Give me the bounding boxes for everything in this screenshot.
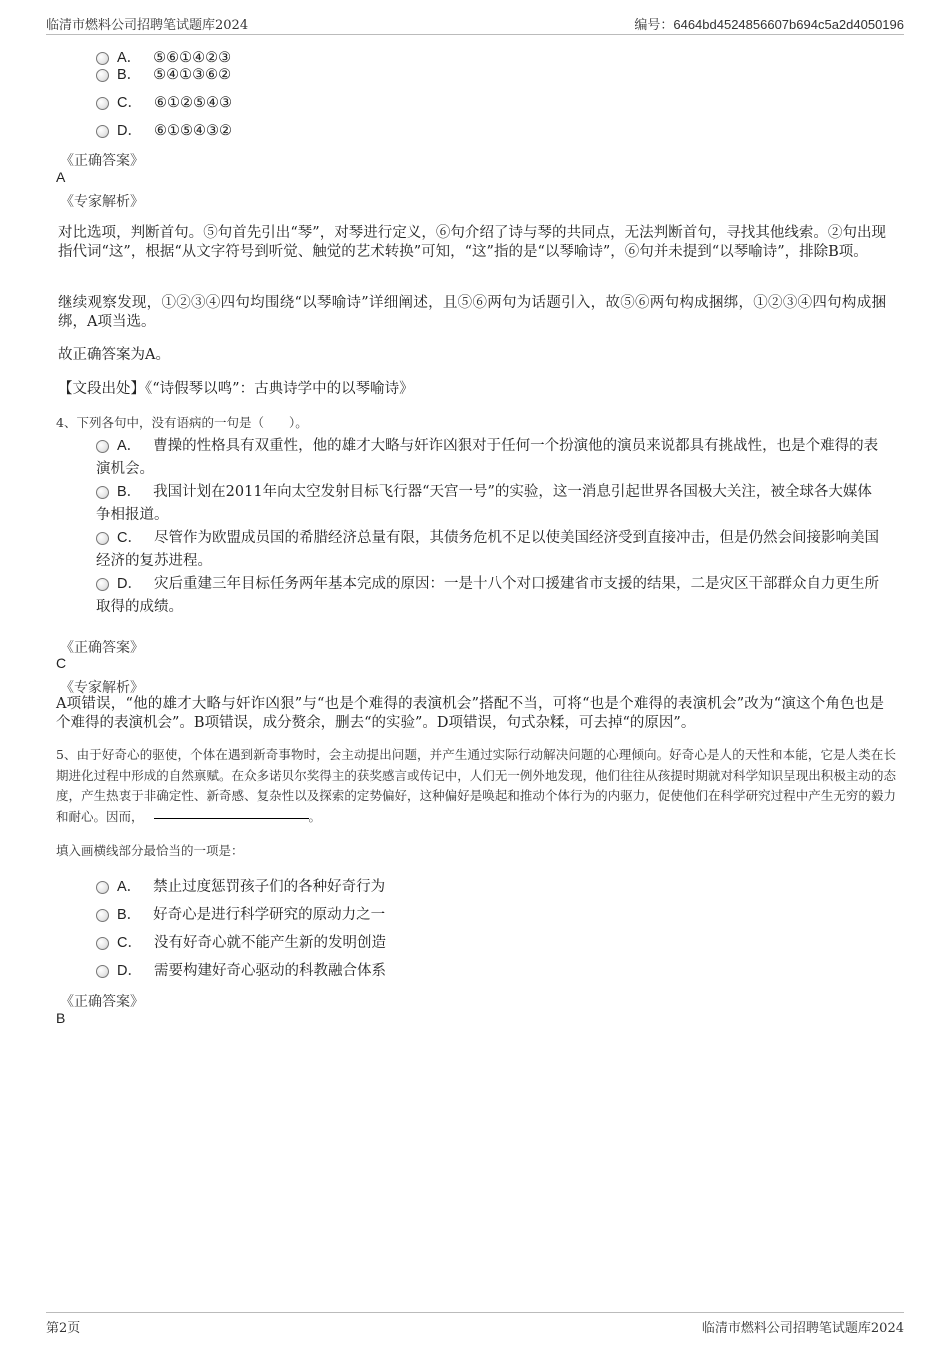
radio-icon[interactable] xyxy=(96,881,109,894)
q5-option-d[interactable]: D． 需要构建好奇心驱动的科教融合体系 xyxy=(96,960,886,983)
q3-answer-label: 《正确答案》 xyxy=(60,153,144,169)
q3-analysis-p1: 对比选项，判断首句。⑤句首先引出“琴”，对琴进行定义，⑥句介绍了诗与琴的共同点，无法判断首句，寻找其他线索。②句出现指代词“这”，根据“从文字符号到听觉、触觉的艺术转换”可知，“这”指的是“以琴喻诗”，⑥句并未提到“以琴喻诗”，排除B项。 xyxy=(58,225,886,260)
q4-option-d[interactable]: D． 灾后重建三年目标任务两年基本完成的原因：一是十八个对口援建省市支援的结果，二是灾区干部群众自力更生所取得的成绩。 xyxy=(96,576,879,615)
q5-answer-label: 《正确答案》 xyxy=(60,994,144,1010)
q4-question: 4、下列各句中，没有语病的一句是（ ）。 xyxy=(56,415,308,430)
radio-icon[interactable] xyxy=(96,97,109,110)
q4-analysis-label: 《专家解析》 xyxy=(60,680,144,696)
page-footer xyxy=(46,1312,904,1335)
q3-option-c[interactable]: C． ⑥①②⑤④③ xyxy=(96,92,886,115)
radio-icon[interactable] xyxy=(96,440,109,453)
q4-analysis: A项错误，“他的雄才大略与奸诈凶狠”与“也是个难得的表演机会”搭配不当，可将“也是个难得的表演机会”改为“演这个角色也是个难得的表演机会”。B项错误，成分赘余，删去“的实验”。D项错误，句式杂糅，可去掉“的原因”。 xyxy=(56,696,884,731)
page-number: 第2页 xyxy=(46,1321,81,1336)
q4-option-b[interactable]: B． 我国计划在2011年向太空发射目标飞行器“天宫一号”的实验，这一消息引起世界各国极大关注，被全球各大媒体争相报道。 xyxy=(96,484,872,523)
footer-title: 临清市燃料公司招聘笔试题库2024 xyxy=(701,1321,904,1336)
page-header xyxy=(46,12,904,35)
q3-analysis-label: 《专家解析》 xyxy=(60,194,144,210)
radio-icon[interactable] xyxy=(96,486,109,499)
q5-option-a[interactable]: A． 禁止过度惩罚孩子们的各种好奇行为 xyxy=(96,876,886,899)
radio-icon[interactable] xyxy=(96,965,109,978)
q3-option-d[interactable]: D． ⑥①⑤④③② xyxy=(96,120,886,143)
q5-prompt: 填入画横线部分最恰当的一项是： xyxy=(56,843,244,858)
q3-analysis-p2: 继续观察发现，①②③④四句均围绕“以琴喻诗”详细阐述，且⑤⑥两句为话题引入，故⑤⑥两句构成捆绑，①②③④四句构成捆绑，A项当选。 xyxy=(58,295,886,330)
q4-option-a[interactable]: A． 曹操的性格具有双重性，他的雄才大略与奸诈凶狠对于任何一个扮演他的演员来说都具有挑战性，也是个难得的表演机会。 xyxy=(96,438,879,477)
q5-option-c[interactable]: C． 没有好奇心就不能产生新的发明创造 xyxy=(96,932,886,955)
q4-answer-label: 《正确答案》 xyxy=(60,640,144,656)
q5-option-b[interactable]: B． 好奇心是进行科学研究的原动力之一 xyxy=(96,904,886,927)
header-code: 编号：6464bd4524856607b694c5a2d4050196 xyxy=(634,17,904,32)
q3-source: 【文段出处】《“诗假琴以鸣”：古典诗学中的以琴喻诗》 xyxy=(58,381,414,397)
q3-answer: A xyxy=(56,169,66,185)
q4-option-c[interactable]: C． 尽管作为欧盟成员国的希腊经济总量有限，其债务危机不足以使美国经济受到直接冲击，但是仍然会间接影响美国经济的复苏进程。 xyxy=(96,530,879,569)
q5-answer: B xyxy=(56,1010,66,1026)
radio-icon[interactable] xyxy=(96,937,109,950)
radio-icon[interactable] xyxy=(96,125,109,138)
radio-icon[interactable] xyxy=(96,578,109,591)
q5-question: 5、由于好奇心的驱使，个体在遇到新奇事物时，会主动提出问题，并产生通过实际行动解决问题的心理倾向。好奇心是人的天性和本能，它是人类在长期进化过程中形成的自然禀赋。在众多诺贝尔奖得主的获奖感言或传记中，人们无一例外地发现，他们往往从孩提时期就对科学知识呈现出积极主动的态度，产生热衷于非确定性、新奇感、复杂性以及探索的定势偏好，这种偏好是唤起和推动个体行为的内驱力，促使他们在科学研究过程中产生无穷的毅力和耐心。因而， 。 xyxy=(56,747,896,824)
header-title: 临清市燃料公司招聘笔试题库2024 xyxy=(46,18,249,33)
q4-answer: C xyxy=(56,655,67,671)
q3-option-b[interactable]: B． ⑤④①③⑥② xyxy=(96,64,886,87)
radio-icon[interactable] xyxy=(96,909,109,922)
radio-icon[interactable] xyxy=(96,69,109,82)
q3-option-a[interactable]: A． ⑤⑥①④②③ xyxy=(96,47,886,70)
answer-blank xyxy=(154,818,309,819)
q3-analysis-p3: 故正确答案为A。 xyxy=(58,347,170,363)
radio-icon[interactable] xyxy=(96,532,109,545)
